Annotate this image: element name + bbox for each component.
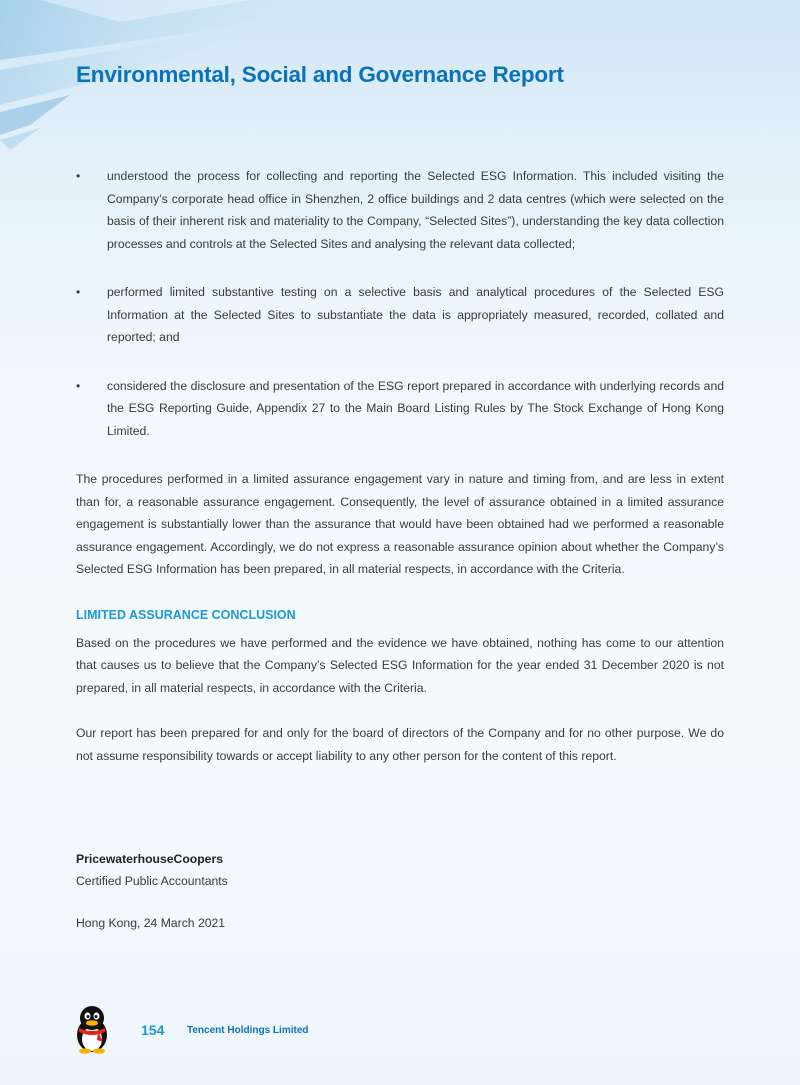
list-item [76,165,724,255]
conclusion-paragraph: Based on the procedures we have performed and the evidence we have obtained, nothing has come to our attention that causes us to believe that the Company’s Selected ESG Information for the year ended 31 December 2020 is not prepared, in all material respects, in accordance with the Criteria. [76,635,724,695]
bullet-icon: • [76,378,81,393]
page-number: 154 [141,1022,165,1038]
signature-firm: PricewaterhouseCoopers [76,852,223,866]
list-item-text: understood the process for collecting and reporting the Selected ESG Information. This included visiting the Company’s corporate head office in Shenzhen, 2 office buildings and 2 data centres (which were selected on the basis of their inherent risk and materiality to the Company, “Selected Sites”), understanding the key data collection processes and controls at the Selected Sites and analysing the relevant data collected; [107,169,724,251]
signature-block [76,848,476,934]
report-title: Environmental, Social and Governance Report [76,62,564,87]
page-footer [72,1004,472,1058]
report-body [76,165,724,790]
signature-place-date: Hong Kong, 24 March 2021 [76,916,226,930]
list-item-text: performed limited substantive testing on a selective basis and analytical procedures of the Selected ESG Information at the Selected Sites to substantiate the data is appropriately measured, recorded, collated and reported; and [107,285,724,344]
bullet-icon: • [76,169,81,183]
list-item [76,375,724,443]
signature-role: Certified Public Accountants [76,874,228,888]
penguin-mascot-icon [72,1004,112,1054]
procedures-list [76,165,724,442]
conclusion-heading: LIMITED ASSURANCE CONCLUSION [76,607,296,622]
bullet-icon: • [76,285,81,299]
list-item [76,281,724,349]
company-name: Tencent Holdings Limited [187,1025,309,1036]
purpose-paragraph: Our report has been prepared for and only for the board of directors of the Company and for no other purpose. We do not assume responsibility towards or accept liability to any other person for the content of this report. [76,726,724,763]
procedures-paragraph: The procedures performed in a limited assurance engagement vary in nature and timing from, and are less in extent than for, a reasonable assurance engagement. Consequently, the level of assurance obtained in a limited assurance engagement is substantially lower than the assurance that would have been obtained had we performed a reasonable assurance engagement. Accordingly, we do not express a reasonable assurance opinion about whether the Company’s Selected ESG Information has been prepared, in all material respects, in accordance with the Criteria. [76,472,724,576]
list-item-text: considered the disclosure and presentation of the ESG report prepared in accordance with underlying records and the ESG Reporting Guide, Appendix 27 to the Main Board Listing Rules by The Stock Exchange of Hong Kong Limited. [107,378,724,438]
